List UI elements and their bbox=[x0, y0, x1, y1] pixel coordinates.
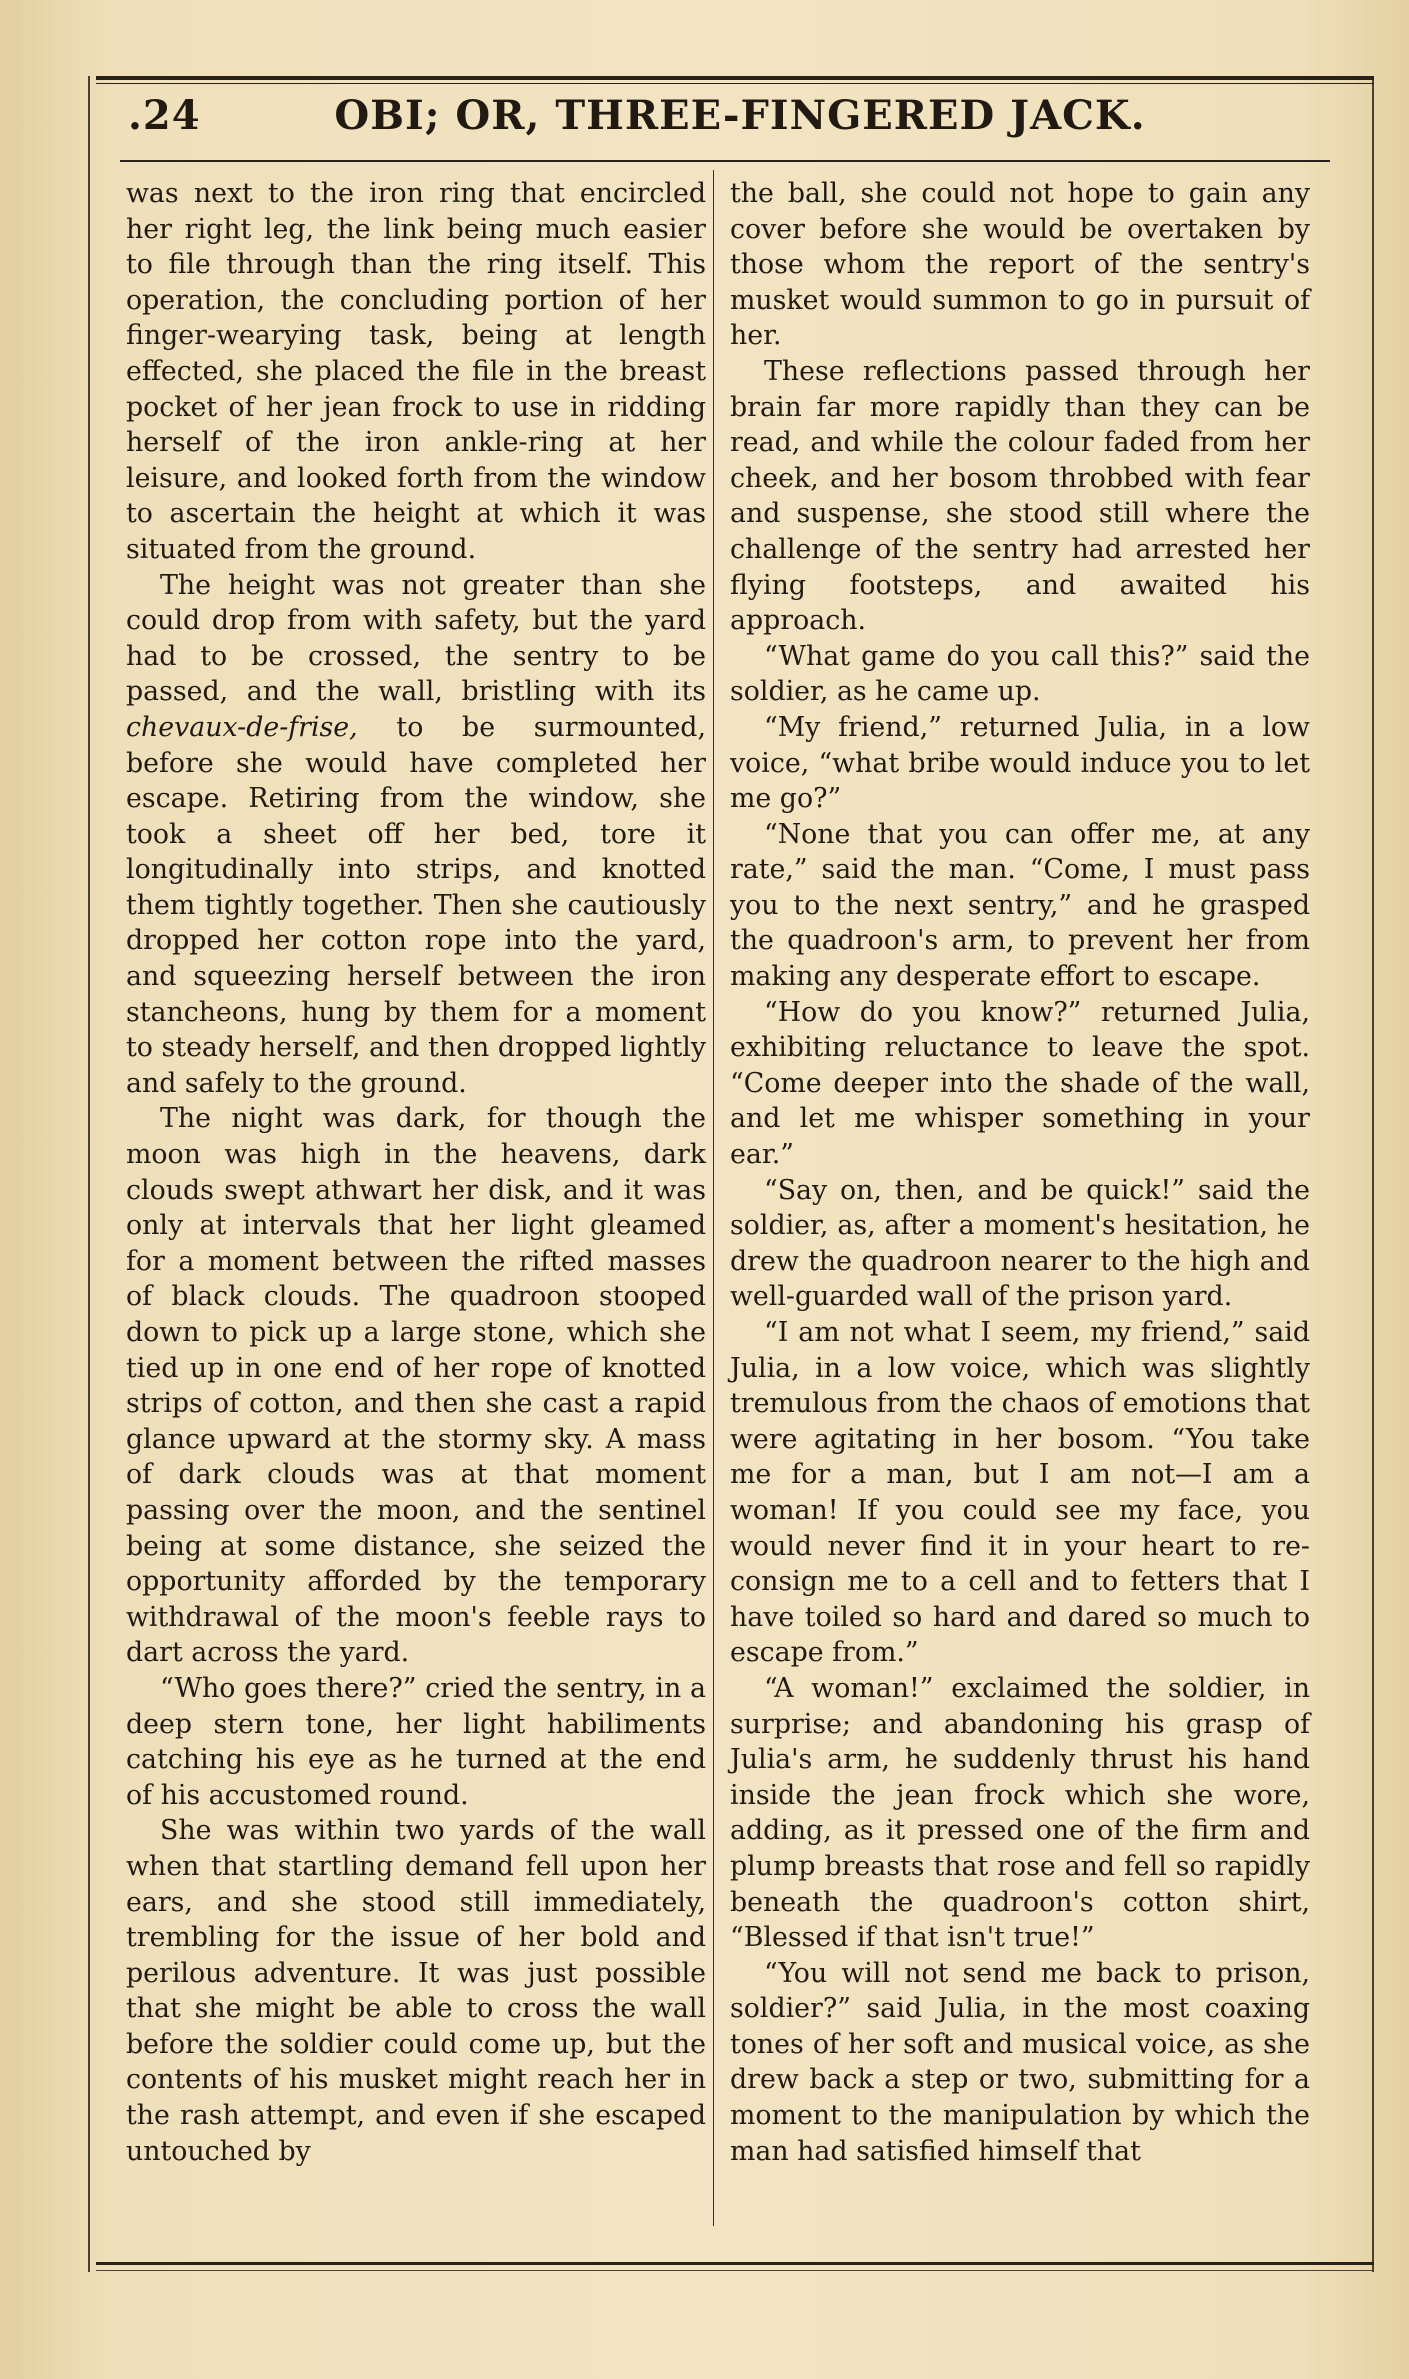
left-column bbox=[126, 176, 706, 2169]
paragraph: “A woman!” exclaimed the soldier, in surprise; and abandoning his grasp of Julia's arm, he suddenly thrust his hand inside the jean frock which she wore, adding, as it pressed one of the firm and plump breasts that rose and fell so rapidly beneath the quadroon's cotton shirt, “Blessed if that isn't true!” bbox=[730, 1672, 1310, 1954]
right-column bbox=[730, 176, 1310, 2169]
paragraph: “Who goes there?” cried the sentry, in a deep stern tone, her light habiliments catching his eye as he turned at the end of his accustomed round. bbox=[126, 1672, 706, 1811]
paragraph: the ball, she could not hope to gain any cover before she would be overtaken by those whom the report of the sentry's musket would summon to go in pursuit of her. bbox=[730, 178, 1310, 352]
page-border-right bbox=[1372, 76, 1374, 2272]
paragraph: The night was dark, for though the moon was high in the heavens, dark clouds swept athwart her disk, and it was only at intervals that her light gleamed for a moment between the rifted masses of black clouds. The quadroon stooped down to pick up a large stone, which she tied up in one end of her rope of knotted strips of cotton, and then she cast a rapid glance upward at the stormy sky. A mass of dark clouds was at that moment passing over the moon, and the sentinel being at some distance, she seized the opportunity afforded by the temporary withdrawal of the moon's feeble rays to dart across the yard. bbox=[126, 1103, 706, 1669]
page-border-left bbox=[88, 76, 90, 2272]
bottom-rule bbox=[96, 2262, 1374, 2265]
paragraph-text: to be surmounted, before she would have completed her escape. Retiring from the window, she took a sheet off her bed, tore it longitudinally into strips, and knotted them tightly together. Then she cautiously dropped her cotton rope into the yard, and squeezing herself between the iron stancheons, hung by them for a moment to steady herself, and then dropped lightly and safely to the ground. bbox=[126, 711, 706, 1099]
top-rule-thin bbox=[96, 83, 1374, 84]
page-number: .24 bbox=[128, 92, 201, 139]
paragraph: “I am not what I seem, my friend,” said Julia, in a low voice, which was slightly tremulous from the chaos of emotions that were agitating in her bosom. “You take me for a man, but I am not—I am a woman! If you could see my face, you would never find it in your heart to re-consign me to a cell and to fetters that I have toiled so hard and dared so much to escape from.” bbox=[730, 1317, 1310, 1669]
column-divider bbox=[713, 170, 714, 2226]
italic-phrase: chevaux-de-frise, bbox=[126, 711, 358, 743]
paragraph: “How do you know?” returned Julia, exhibiting reluctance to leave the spot. “Come deeper into the shade of the wall, and let me whisper something in your ear.” bbox=[730, 996, 1310, 1171]
bottom-rule-thin bbox=[96, 2270, 1374, 2271]
paragraph: These reflections passed through her brain far more rapidly than they can be read, and while the colour faded from her cheek, and her bosom throbbed with fear and suspense, she stood still where the challenge of the sentry had arrested her flying footsteps, and awaited his approach. bbox=[730, 355, 1310, 637]
paragraph-text: The height was not greater than she could drop from with safety, but the yard had to be crossed, the sentry to be passed, and the wall, bristling with its bbox=[126, 569, 706, 708]
top-rule bbox=[96, 76, 1374, 80]
paragraph: was next to the iron ring that encircled her right leg, the link being much easier to file through than the ring itself. This operation, the concluding portion of her finger-wearying task, being at length effected, she placed the file in the breast pocket of her jean frock to use in ridding herself of the iron ankle-ring at her leisure, and looked forth from the window to ascertain the height at which it was situated from the ground. bbox=[126, 178, 706, 565]
paragraph: “What game do you call this?” said the soldier, as he came up. bbox=[730, 640, 1310, 708]
header-rule bbox=[120, 160, 1330, 162]
paragraph: “None that you can offer me, at any rate,” said the man. “Come, I must pass you to the next sentry,” and he grasped the quadroon's arm, to prevent her from making any desperate effort to escape. bbox=[730, 818, 1310, 993]
running-title: OBI; OR, THREE-FINGERED JACK. bbox=[334, 92, 1146, 139]
paragraph: “Say on, then, and be quick!” said the soldier, as, after a moment's hesitation, he drew the quadroon nearer to the high and well-guarded wall of the prison yard. bbox=[730, 1174, 1310, 1313]
paragraph: She was within two yards of the wall when that startling demand fell upon her ears, and she stood still immediately, trembling for the issue of her bold and perilous adventure. It was just possible that she might be able to cross the wall before the soldier could come up, but the contents of his musket might reach her in the rash attempt, and even if she escaped untouched by bbox=[126, 1815, 706, 2167]
paragraph: “You will not send me back to prison, soldier?” said Julia, in the most coaxing tones of her soft and musical voice, as she drew back a step or two, submitting for a moment to the manipulation by which the man had satisfied himself that bbox=[730, 1957, 1310, 2167]
paragraph bbox=[126, 568, 706, 1102]
paragraph: “My friend,” returned Julia, in a low voice, “what bribe would induce you to let me go?” bbox=[730, 711, 1310, 815]
